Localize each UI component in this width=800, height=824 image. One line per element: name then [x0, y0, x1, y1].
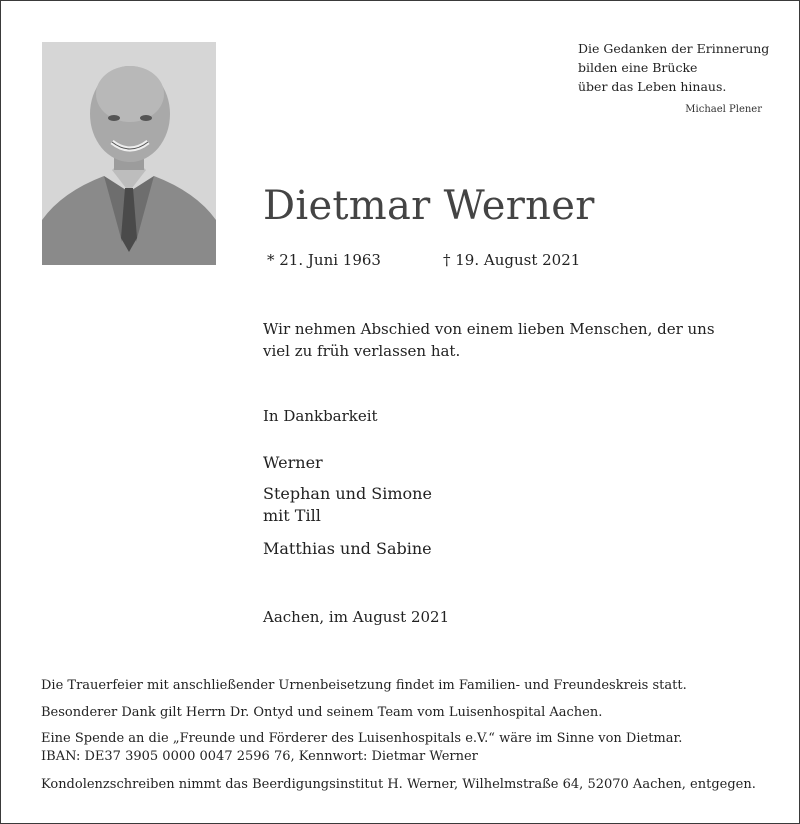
family-member-2-child: mit Till [263, 506, 321, 525]
quote-line-2: bilden eine Brücke [578, 60, 698, 75]
death-date: † 19. August 2021 [443, 251, 581, 269]
family-member-3: Matthias und Sabine [263, 539, 432, 558]
ceremony-note: Die Trauerfeier mit anschließender Urnenbeisetzung findet im Familien- und Freundeskreis statt. [41, 678, 687, 693]
family-member-1: Werner [263, 453, 323, 472]
iban-note: IBAN: DE37 3905 0000 0047 2596 76, Kennwort: Dietmar Werner [41, 749, 478, 764]
condolence-note: Kondolenzschreiben nimmt das Beerdigungsinstitut H. Werner, Wilhelmstraße 64, 52070 Aachen, entgegen. [41, 777, 756, 792]
birth-date: * 21. Juni 1963 [267, 251, 381, 269]
deceased-name: Dietmar Werner [263, 183, 595, 229]
quote-author: Michael Plener [685, 104, 762, 115]
portrait-photo [42, 42, 216, 265]
place-and-date: Aachen, im August 2021 [263, 608, 450, 626]
family-member-2: Stephan und Simone [263, 484, 432, 503]
thanks-note: Besonderer Dank gilt Herrn Dr. Ontyd und seinem Team vom Luisenhospital Aachen. [41, 705, 603, 720]
quote-line-3: über das Leben hinaus. [578, 79, 727, 94]
portrait-image [42, 42, 216, 265]
gratitude-line: In Dankbarkeit [263, 407, 378, 425]
donation-note: Eine Spende an die „Freunde und Förderer des Luisenhospitals e.V.“ wäre im Sinne von Dietmar. [41, 731, 683, 746]
quote-line-1: Die Gedanken der Erinnerung [578, 41, 770, 56]
farewell-message: Wir nehmen Abschied von einem lieben Menschen, der uns viel zu früh verlassen hat. [263, 320, 715, 360]
memorial-quote [578, 39, 788, 96]
